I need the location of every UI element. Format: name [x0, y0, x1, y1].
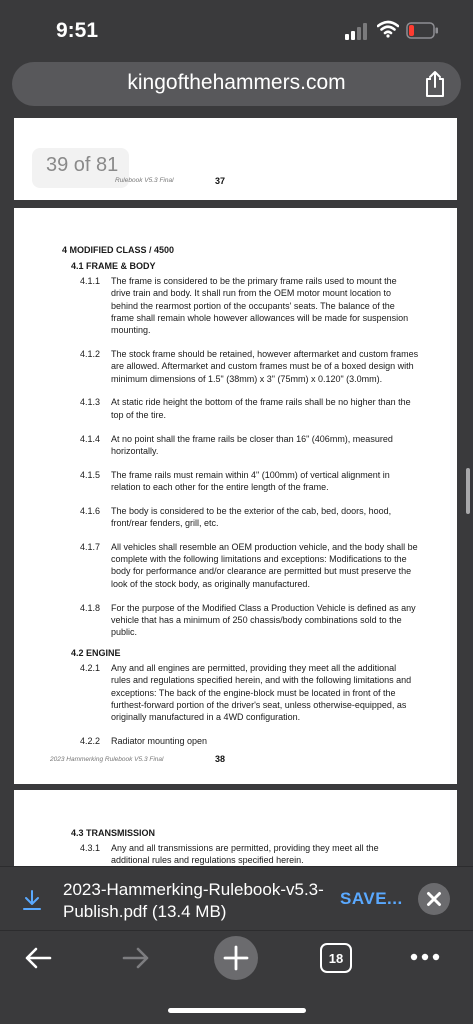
rule-text-line: mounting. [111, 325, 151, 336]
rule-text-line: The stock frame should be retained, however aftermarket and custom frames [111, 349, 419, 359]
rule-text-line: top of the tire. [111, 409, 167, 420]
rule-text-line: The frame is considered to be the primary frame rails used to mount the [111, 276, 397, 286]
plus-icon[interactable] [214, 936, 258, 980]
rule-text-line: furthest-forward portion of the driver's seat, unless otherwise-equipped, as [111, 699, 407, 710]
page-footer-number: 37 [215, 176, 226, 186]
rule-number: 4.1.3 [80, 397, 101, 408]
rule-text-line: look of the stock body, as originally manufactured. [111, 578, 310, 589]
page-footer-number: 38 [215, 754, 226, 764]
rule-number: 4.1.8 [80, 602, 101, 613]
tabs-icon[interactable] [320, 943, 352, 973]
rule-text-line: public. [111, 627, 138, 638]
page-footer-title: 2023 Hammerking Rulebook V5.3 Final [50, 756, 164, 763]
back-arrow-icon[interactable] [22, 945, 54, 971]
pdf-viewer[interactable] [0, 114, 473, 866]
pdf-page-39 [14, 790, 457, 866]
url-text[interactable]: kingofthehammers.com [127, 71, 346, 94]
rule-text-line: Any and all engines are permitted, providing they meet all the additional [111, 662, 397, 673]
rule-text-line: horizontally. [111, 445, 159, 456]
rule-text-line: rules and regulations specified herein, and with the following limitations and [111, 675, 412, 686]
download-bar [0, 866, 473, 930]
download-filename [63, 879, 333, 923]
pdf-page-38 [14, 208, 457, 784]
rule-text-line: The frame rails must remain within 4" (100mm) of vertical alignment in [111, 469, 390, 480]
close-icon[interactable] [418, 883, 450, 915]
battery-icon [406, 22, 439, 39]
rule-number: 4.1.5 [80, 469, 101, 480]
rule-text-line: additional rules and regulations specified herein. [111, 855, 304, 866]
more-icon[interactable] [410, 953, 440, 961]
rule-text-line: complete with the following limitations and exceptions: Modifications to the [111, 554, 407, 565]
page-footer-title: Rulebook V5.3 Final [115, 177, 174, 184]
forward-arrow-icon[interactable] [120, 945, 152, 971]
rule-text-line: At no point shall the frame rails be closer than 16" (406mm), measured [111, 433, 393, 444]
rule-text-line: front/rear fenders, grill, etc. [111, 518, 219, 528]
rule-number: 4.1.7 [80, 541, 101, 552]
rule-text-line: relation to each other for the entire length of the frame. [111, 481, 329, 492]
status-bar [0, 0, 473, 56]
wifi-icon [377, 20, 399, 38]
address-bar[interactable] [12, 62, 461, 106]
share-icon[interactable] [423, 70, 447, 98]
cellular-signal-icon [345, 22, 371, 40]
page-counter-text: 39 of 81 [46, 154, 119, 176]
rule-text-line: drive train and body. It shall run from the OEM motor mount location to [111, 288, 391, 299]
rule-text-line: originally manufactured in a 4WD configuration. [111, 712, 301, 723]
rule-text-line: frame shall remain whole however allowances will be made for suspension [111, 312, 409, 323]
rule-text-line: are allowed. Aftermarket and custom frames must be of a boxed design with [111, 361, 414, 372]
download-filename-line1: 2023-Hammerking-Rulebook-v5.3- [63, 880, 324, 899]
download-filename-line2: Publish.pdf (13.4 MB) [63, 902, 227, 921]
home-indicator [168, 1008, 306, 1013]
tab-count: 18 [328, 951, 344, 966]
download-icon[interactable] [22, 889, 42, 911]
rule-text-line: body for performance and/or clearance are permitted but must preserve the [111, 566, 412, 577]
scrollbar-thumb[interactable] [466, 468, 470, 514]
rule-text-line: Any and all transmissions are permitted, providing they meet all the [111, 843, 379, 853]
rule-number: 4.1.1 [80, 276, 101, 286]
rule-number: 4.1.2 [80, 349, 101, 359]
rule-number: 4.2.2 [80, 735, 101, 746]
rule-text-line: behind the rearmost portion of the occupants' seats. The balance of the [111, 300, 395, 311]
rule-text-line: minimum dimensions of 1.5" (38mm) x 3" (75mm) x 0.120" (3.0mm). [111, 373, 383, 384]
subsection-heading: 4.2 ENGINE [71, 647, 121, 658]
pdf-page-37 [14, 118, 457, 200]
rule-text-line: exceptions: The back of the engine-block must be located in front of the [111, 687, 396, 698]
rule-text-line: All vehicles shall resemble an OEM production vehicle, and the body shall be [111, 541, 418, 552]
rule-text-line: The body is considered to be the exterior of the cab, bed, doors, hood, [111, 505, 392, 516]
rule-text-line: Radiator mounting open [111, 735, 208, 746]
save-button[interactable]: SAVE... [340, 889, 403, 908]
status-time: 9:51 [56, 19, 99, 42]
rule-text-line: For the purpose of the Modified Class a Production Vehicle is defined as any [111, 602, 416, 613]
subsection-heading: 4.1 FRAME & BODY [71, 261, 156, 271]
rule-text-line: vehicle that has a minimum of 250 chassis/body combinations sold to the [111, 614, 402, 625]
rule-number: 4.2.1 [80, 662, 101, 673]
rule-text-line: At static ride height the bottom of the frame rails shall be no higher than the [111, 397, 411, 408]
rule-number: 4.1.4 [80, 433, 101, 444]
subsection-heading: 4.3 TRANSMISSION [71, 828, 156, 838]
rule-number: 4.1.6 [80, 505, 101, 516]
section-heading: 4 MODIFIED CLASS / 4500 [62, 245, 175, 255]
rule-number: 4.3.1 [80, 843, 101, 853]
